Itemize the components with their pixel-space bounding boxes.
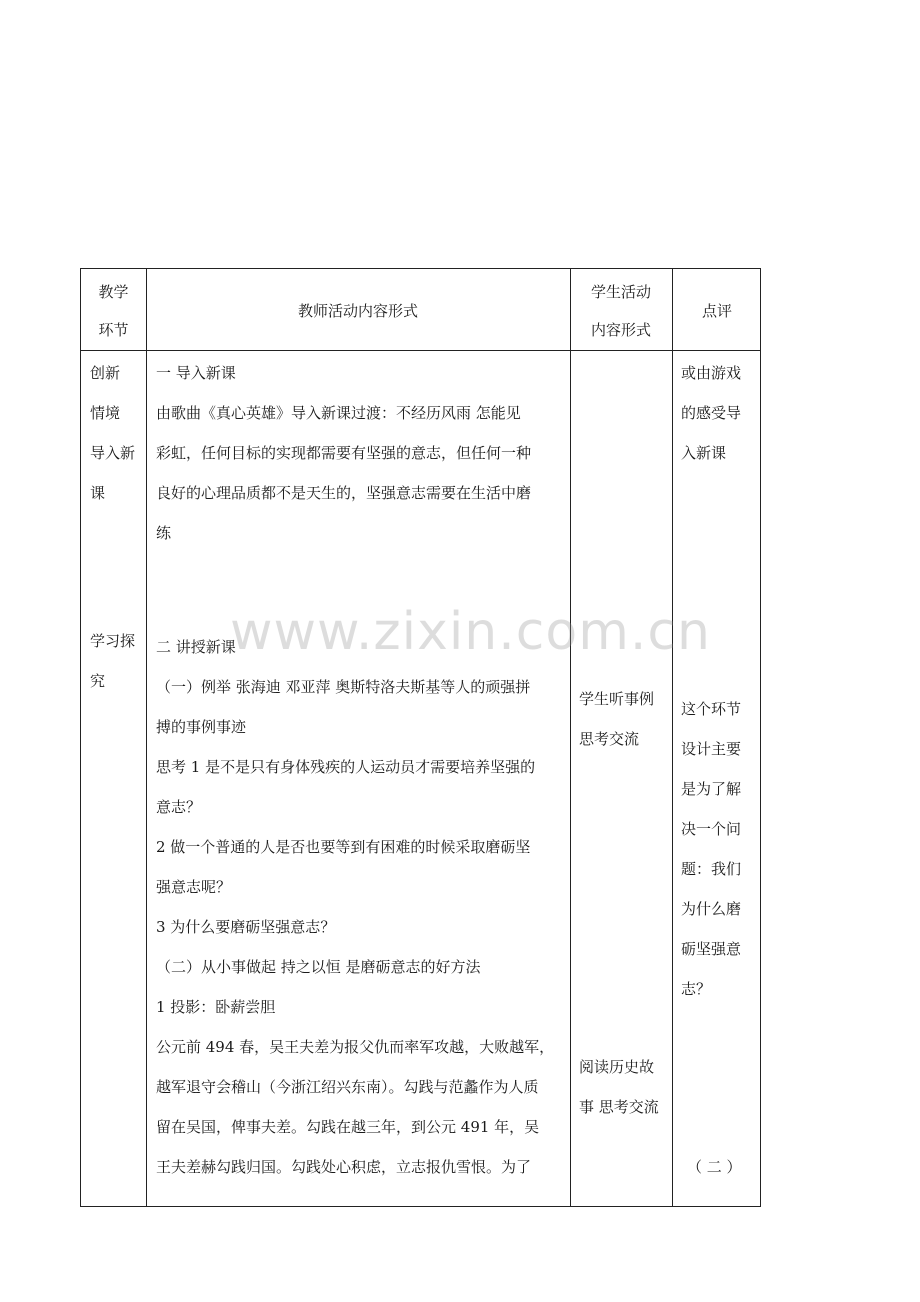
- teacher-line: 2 做一个普通的人是否也要等到有困难的时候采取磨砺坚: [156, 838, 531, 856]
- header-stage-line1: 教学: [98, 283, 129, 301]
- student-activity: 阅读历史故: [579, 1058, 655, 1076]
- teacher-line: 思考 1 是不是只有身体残疾的人运动员才需要培养坚强的: [156, 758, 536, 776]
- comment-line: 入新课: [681, 444, 727, 462]
- student-activity: 学生听事例: [579, 690, 655, 708]
- header-student-line1: 学生活动: [590, 283, 651, 301]
- watermark: www.zixin.com.cn: [230, 602, 711, 662]
- teacher-line: 一 导入新课: [156, 364, 236, 382]
- teacher-line: 由歌曲《真心英雄》导入新课过渡：不经历风雨 怎能见: [156, 404, 521, 422]
- teacher-line: 彩虹，任何目标的实现都需要有坚强的意志，但任何一种: [156, 444, 532, 462]
- comment-line: 决一个问: [681, 820, 742, 838]
- header-stage-line2: 环节: [98, 321, 129, 339]
- header-divider: [81, 350, 760, 351]
- comment-line: 题：我们: [681, 860, 742, 878]
- comment-line: 的感受导: [681, 404, 742, 422]
- comment-line: 砺坚强意: [681, 940, 742, 958]
- stage-text: 创新: [90, 364, 121, 382]
- comment-line: 这个环节: [681, 700, 742, 718]
- comment-line: （ 二 ）: [687, 1158, 742, 1176]
- teacher-line: 越军退守会稽山（今浙江绍兴东南）。勾践与范蠡作为人质: [156, 1078, 539, 1096]
- teacher-line: 3 为什么要磨砺坚强意志？: [156, 918, 336, 936]
- stage-text: 学习探: [90, 632, 136, 650]
- lesson-plan-table: [80, 268, 761, 1207]
- student-activity: 事 思考交流: [579, 1098, 659, 1116]
- teacher-line: （二）从小事做起 持之以恒 是磨砺意志的好方法: [156, 958, 481, 976]
- stage-text: 情境: [90, 404, 121, 422]
- teacher-line: 良好的心理品质都不是天生的，坚强意志需要在生活中磨: [156, 484, 532, 502]
- comment-line: 或由游戏: [681, 364, 742, 382]
- stage-text: 导入新: [90, 444, 136, 462]
- col-divider: [672, 269, 673, 1206]
- teacher-line: 强意志呢？: [156, 878, 232, 896]
- header-student-line2: 内容形式: [590, 321, 651, 339]
- stage-text: 课: [90, 484, 106, 502]
- col-divider: [146, 269, 147, 1206]
- teacher-line: 1 投影：卧薪尝胆: [156, 998, 276, 1016]
- teacher-line: （一）例举 张海迪 邓亚萍 奥斯特洛夫斯基等人的顽强拼: [156, 678, 531, 696]
- comment-line: 为什么磨: [681, 900, 742, 918]
- header-comment: 点评: [701, 302, 732, 320]
- stage-text: 究: [90, 672, 106, 690]
- comment-line: 志？: [681, 980, 712, 998]
- comment-line: 是为了解: [681, 780, 742, 798]
- teacher-line: 练: [156, 524, 172, 542]
- student-activity: 思考交流: [579, 730, 640, 748]
- teacher-line: 意志？: [156, 798, 202, 816]
- teacher-line: 二 讲授新课: [156, 638, 236, 656]
- teacher-line: 王夫差赫勾践归国。勾践处心积虑，立志报仇雪恨。为了: [156, 1158, 532, 1176]
- col-divider: [570, 269, 571, 1206]
- header-teacher: 教师活动内容形式: [297, 302, 418, 320]
- teacher-line: 公元前 494 春，吴王夫差为报父仇而率军攻越，大败越军，: [156, 1038, 555, 1056]
- teacher-line: 留在吴国，俾事夫差。勾践在越三年，到公元 491 年，吴: [156, 1118, 540, 1136]
- comment-line: 设计主要: [681, 740, 742, 758]
- teacher-line: 搏的事例事迹: [156, 718, 247, 736]
